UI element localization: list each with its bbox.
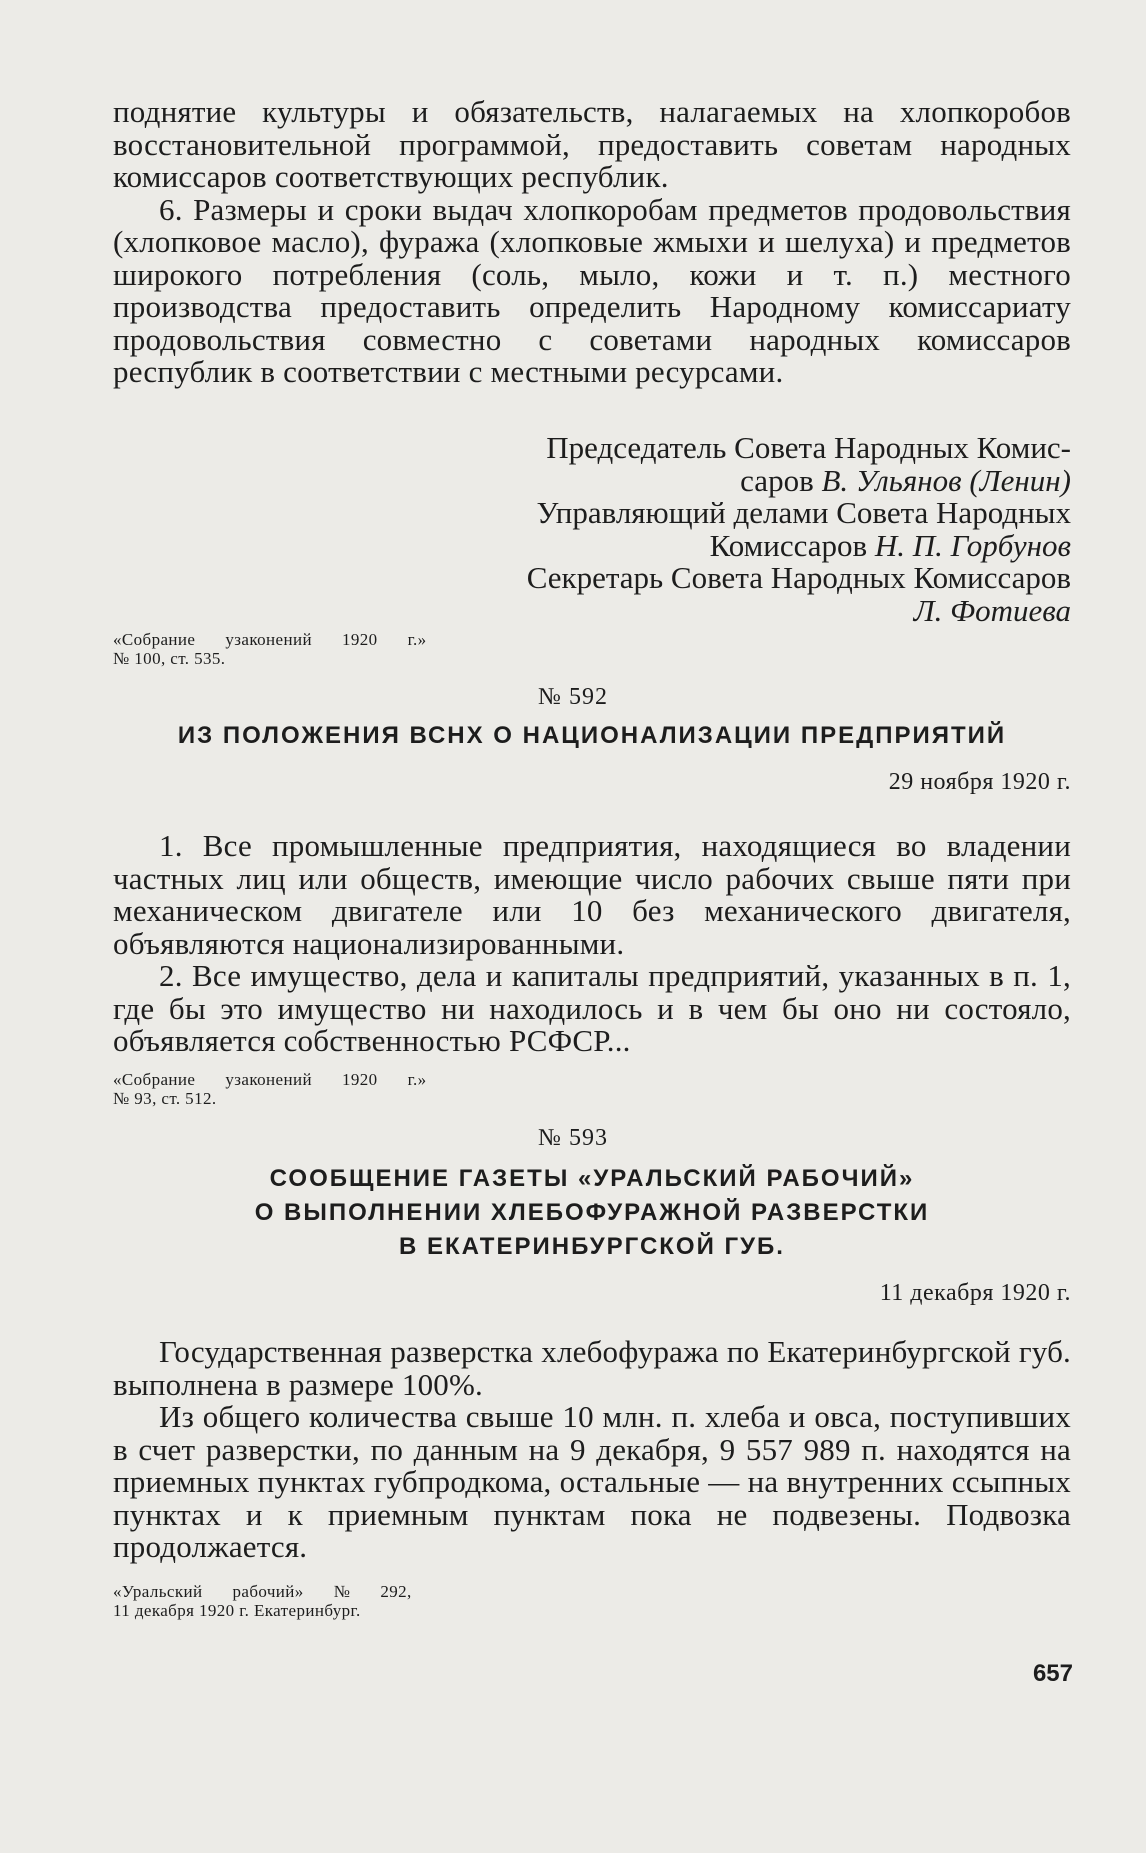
signature-line: Управляющий делами Совета Народных — [536, 495, 1071, 530]
signature-line: Председатель Совета Народных Комис- — [546, 430, 1071, 465]
signature-line — [527, 592, 1071, 628]
source-citation: «Собрание узаконений 1920 г.» № 100, ст. 535. — [113, 630, 427, 668]
top-text-block — [113, 96, 1071, 389]
doc592-body — [113, 830, 1071, 1058]
doc593-body — [113, 1336, 1071, 1564]
signature-name-gorbunov: Н. П. Горбунов — [874, 527, 1071, 563]
document-number: № 593 — [538, 1125, 608, 1151]
signature-name-ulyanov: В. Ульянов (Ленин) — [821, 462, 1071, 498]
document-heading: СООБЩЕНИЕ ГАЗЕТЫ «УРАЛЬСКИЙ РАБОЧИЙ» О ВЫПОЛНЕНИИ ХЛЕБОФУРАЖНОЙ РАЗВЕРСТКИ В ЕКАТЕРИНБУРГСКОЙ ГУБ. — [254, 1165, 930, 1260]
paragraph-first: Государственная разверстка хлебофуража по Екатеринбургской губ. выполнена в размере 100%. — [113, 1334, 1071, 1402]
paragraph-item-6: 6. Размеры и сроки выдач хлопкоробам предметов продовольствия (хлопковое масло), фуража (хлопковые жмыхи и шелуха) и предметов широкого потребления (соль, мыло, кожи и т. п.) местного производства предоставить определить Народному комиссариату продовольствия совместно с советами народных комиссаров республик в соответствии с местными ресурсами. — [113, 191, 1071, 389]
paragraph-continuation: поднятие культуры и обязательств, налагаемых на хлопкоробов восстановительной программой, предоставить советам народных комиссаров соответствующих республик. — [113, 94, 1071, 194]
document-number: № 592 — [538, 684, 608, 710]
signature-line: саров В. Ульянов (Ленин) — [740, 462, 1071, 498]
page-number: 657 — [1032, 1660, 1073, 1687]
document-date: 29 ноября 1920 г. — [888, 769, 1071, 795]
signature-line: Секретарь Совета Народных Комиссаров — [526, 560, 1071, 595]
document-date: 11 декабря 1920 г. — [879, 1280, 1071, 1306]
signature-name-fotieva: Л. Фотиева — [913, 592, 1071, 628]
signature-line: Комиссаров Н. П. Горбунов — [709, 527, 1071, 563]
paragraph-second: Из общего количества свыше 10 млн. п. хлеба и овса, поступивших в счет разверстки, по данным на 9 декабря, 9 557 989 п. находятся на приемных пунктах губпродкома, остальные — на внутренних ссыпных пунктах и к приемным пунктам пока не подвезены. Подвозка продолжается. — [113, 1399, 1071, 1564]
source-citation: «Собрание узаконений 1920 г.» № 93, ст. 512. — [113, 1070, 427, 1108]
signature-block — [527, 432, 1071, 627]
paragraph-item-1: 1. Все промышленные предприятия, находящиеся во владении частных лиц или обществ, имеющие число рабочих свыше пяти при механическом двигателе или 10 без механического двигателя, объявляются национализированными. — [113, 828, 1071, 961]
source-citation: «Уральский рабочий» № 292, 11 декабря 1920 г. Екатеринбург. — [113, 1582, 412, 1620]
paragraph-item-2: 2. Все имущество, дела и капиталы предприятий, указанных в п. 1, где бы это имущество ни находилось и в чем бы оно ни состояло, объявляется собственностью РСФСР... — [113, 958, 1071, 1058]
document-heading: ИЗ ПОЛОЖЕНИЯ ВСНХ О НАЦИОНАЛИЗАЦИИ ПРЕДПРИЯТИЙ — [177, 722, 1007, 749]
